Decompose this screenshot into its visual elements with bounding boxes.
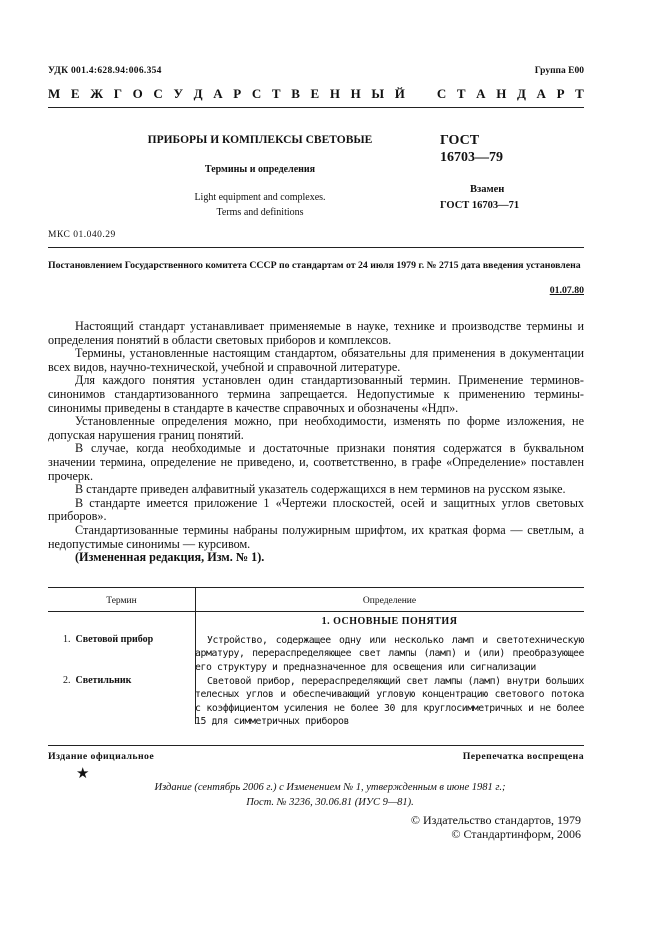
- term-name: Светильник: [75, 675, 132, 686]
- column-header-term: Термин: [106, 596, 137, 606]
- header-rule: [48, 107, 584, 108]
- resolution-text: Постановлением Государственного комитета СССР по стандартам от 24 июля 1979 г. № 2715 дата введения установлена: [48, 260, 581, 271]
- heading-letter: Н: [496, 86, 507, 101]
- heading-letter: Р: [233, 86, 242, 101]
- english-title-line1: Light equipment and complexes.: [194, 192, 326, 203]
- body-paragraph: В случае, когда необходимые и достаточные признаки понятия содержатся в буквальном значении термина, определение не приведено, и, соответственно, в графе «Определение» поставлен прочерк.: [48, 441, 584, 483]
- footer-rule: [48, 745, 584, 746]
- term-definition: Световой прибор, перераспределяющий свет лампы (ламп) внутри больших телесных углов и обеспечивающий угловую концентрацию светового потока с коэффициентом усиления не более 30 для круглосимметричных и не более 15 для симметричных приборов: [195, 676, 584, 727]
- replaces-block: [440, 182, 540, 214]
- gost-label: ГОСТ: [440, 133, 480, 148]
- section-title: 1. ОСНОВНЫЕ ПОНЯТИЯ: [321, 616, 458, 627]
- heading-letter: Д: [193, 86, 203, 101]
- heading-letter: Т: [456, 86, 466, 101]
- heading-letter: Н: [350, 86, 361, 101]
- heading-letter: Е: [310, 86, 320, 101]
- term-number: 2.: [63, 675, 71, 686]
- heading-letter: Н: [329, 86, 340, 101]
- body-text: [48, 320, 584, 565]
- table-top-rule: [48, 587, 584, 588]
- udk-code: УДК 001.4:628.94:006.354: [48, 66, 162, 76]
- amendment-note: (Измененная редакция, Изм. № 1).: [75, 550, 265, 565]
- term-number: 1.: [63, 634, 71, 645]
- body-paragraph: Настоящий стандарт устанавливает применяемые в науке, технике и производстве термины и определения понятий в области световых приборов и комплексов.: [48, 319, 584, 347]
- heading-letter: М: [48, 86, 61, 101]
- star-icon: ★: [76, 766, 90, 782]
- english-title-line2: Terms and definitions: [216, 207, 304, 218]
- copyright-line: © Издательство стандартов, 1979: [410, 813, 581, 827]
- heading-letter: Ж: [90, 86, 104, 101]
- mks-code: МКС 01.040.29: [48, 230, 116, 240]
- gost-number: 16703—79: [440, 150, 503, 165]
- edition-line: Издание (сентябрь 2006 г.) с Изменением № 1, утвержденным в июне 1981 г.;: [154, 782, 506, 793]
- edition-label: Издание официальное: [48, 751, 155, 762]
- term-name: Световой прибор: [75, 634, 154, 645]
- body-paragraph: Стандартизованные термины набраны полужирным шрифтом, их краткая форма — светлым, а недопустимые синонимы — курсивом.: [48, 522, 584, 551]
- reprint-label: Перепечатка воспрещена: [462, 751, 584, 762]
- replaces-label: Взамен: [470, 184, 505, 195]
- document-subtitle: Термины и определения: [204, 164, 316, 175]
- body-paragraph: Термины, установленные настоящим стандартом, обязательны для применения в документации всех видов, научно-технической, учебной и справочной литературе.: [48, 346, 584, 374]
- table-header-rule: [48, 611, 584, 612]
- table-row-term: [63, 634, 153, 645]
- document-title: ПРИБОРЫ И КОМПЛЕКСЫ СВЕТОВЫЕ: [147, 134, 373, 146]
- heading-letter: В: [291, 86, 300, 101]
- term-definition: Устройство, содержащее одну или несколько ламп и светотехническую арматуру, перераспределяющее свет лампы (ламп) и (или) преобразующее его структуру и предназначенное для освещения или сигнализации: [195, 635, 584, 673]
- heading-letter: А: [476, 86, 486, 101]
- edition-line: Пост. № 3236, 30.06.81 (ИУС 9—81).: [246, 797, 414, 808]
- edition-info: [110, 780, 550, 810]
- column-header-definition: Определение: [362, 596, 417, 606]
- table-row-term: [63, 675, 131, 686]
- heading-letter: Т: [575, 86, 584, 101]
- standard-type-heading: [48, 86, 584, 102]
- heading-letter: Й: [394, 86, 405, 101]
- heading-letter: Д: [516, 86, 526, 101]
- heading-letter: Г: [113, 86, 123, 101]
- heading-letter: А: [536, 86, 546, 101]
- heading-letter: С: [436, 86, 447, 101]
- heading-letter: А: [213, 86, 223, 101]
- english-title: [110, 190, 410, 220]
- body-paragraph: Установленные определения можно, при необходимости, изменять по форме изложения, не допуская нарушения границ понятий.: [48, 414, 584, 442]
- heading-letter: Е: [70, 86, 80, 101]
- introduction-date: 01.07.80: [549, 285, 584, 296]
- gost-designation: [440, 132, 503, 166]
- copyright-block: [411, 813, 581, 841]
- copyright-line: © Стандартинформ, 2006: [451, 827, 581, 841]
- heading-letter: О: [132, 86, 143, 101]
- heading-letter: У: [173, 86, 183, 101]
- heading-letter: С: [251, 86, 262, 101]
- heading-letter: Ы: [371, 86, 385, 101]
- mks-rule: [48, 247, 584, 248]
- group-code: Группа Е00: [534, 66, 584, 76]
- body-paragraph: В стандарте приведен алфавитный указатель содержащихся в нем терминов на русском языке.: [75, 482, 566, 497]
- replaces-number: ГОСТ 16703—71: [440, 200, 520, 211]
- heading-letter: Р: [556, 86, 565, 101]
- heading-letter: Т: [271, 86, 281, 101]
- body-paragraph: Для каждого понятия установлен один стандартизованный термин. Применение терминов-синонимов стандартизованного термина запрещается. Недопустимые к применению термины-синонимы приведены в стандарте в качестве справочных и обозначены «Ндп».: [48, 373, 584, 415]
- body-paragraph: В стандарте имеется приложение 1 «Чертежи плоскостей, осей и защитных углов световых приборов».: [48, 495, 584, 524]
- heading-letter: С: [153, 86, 163, 101]
